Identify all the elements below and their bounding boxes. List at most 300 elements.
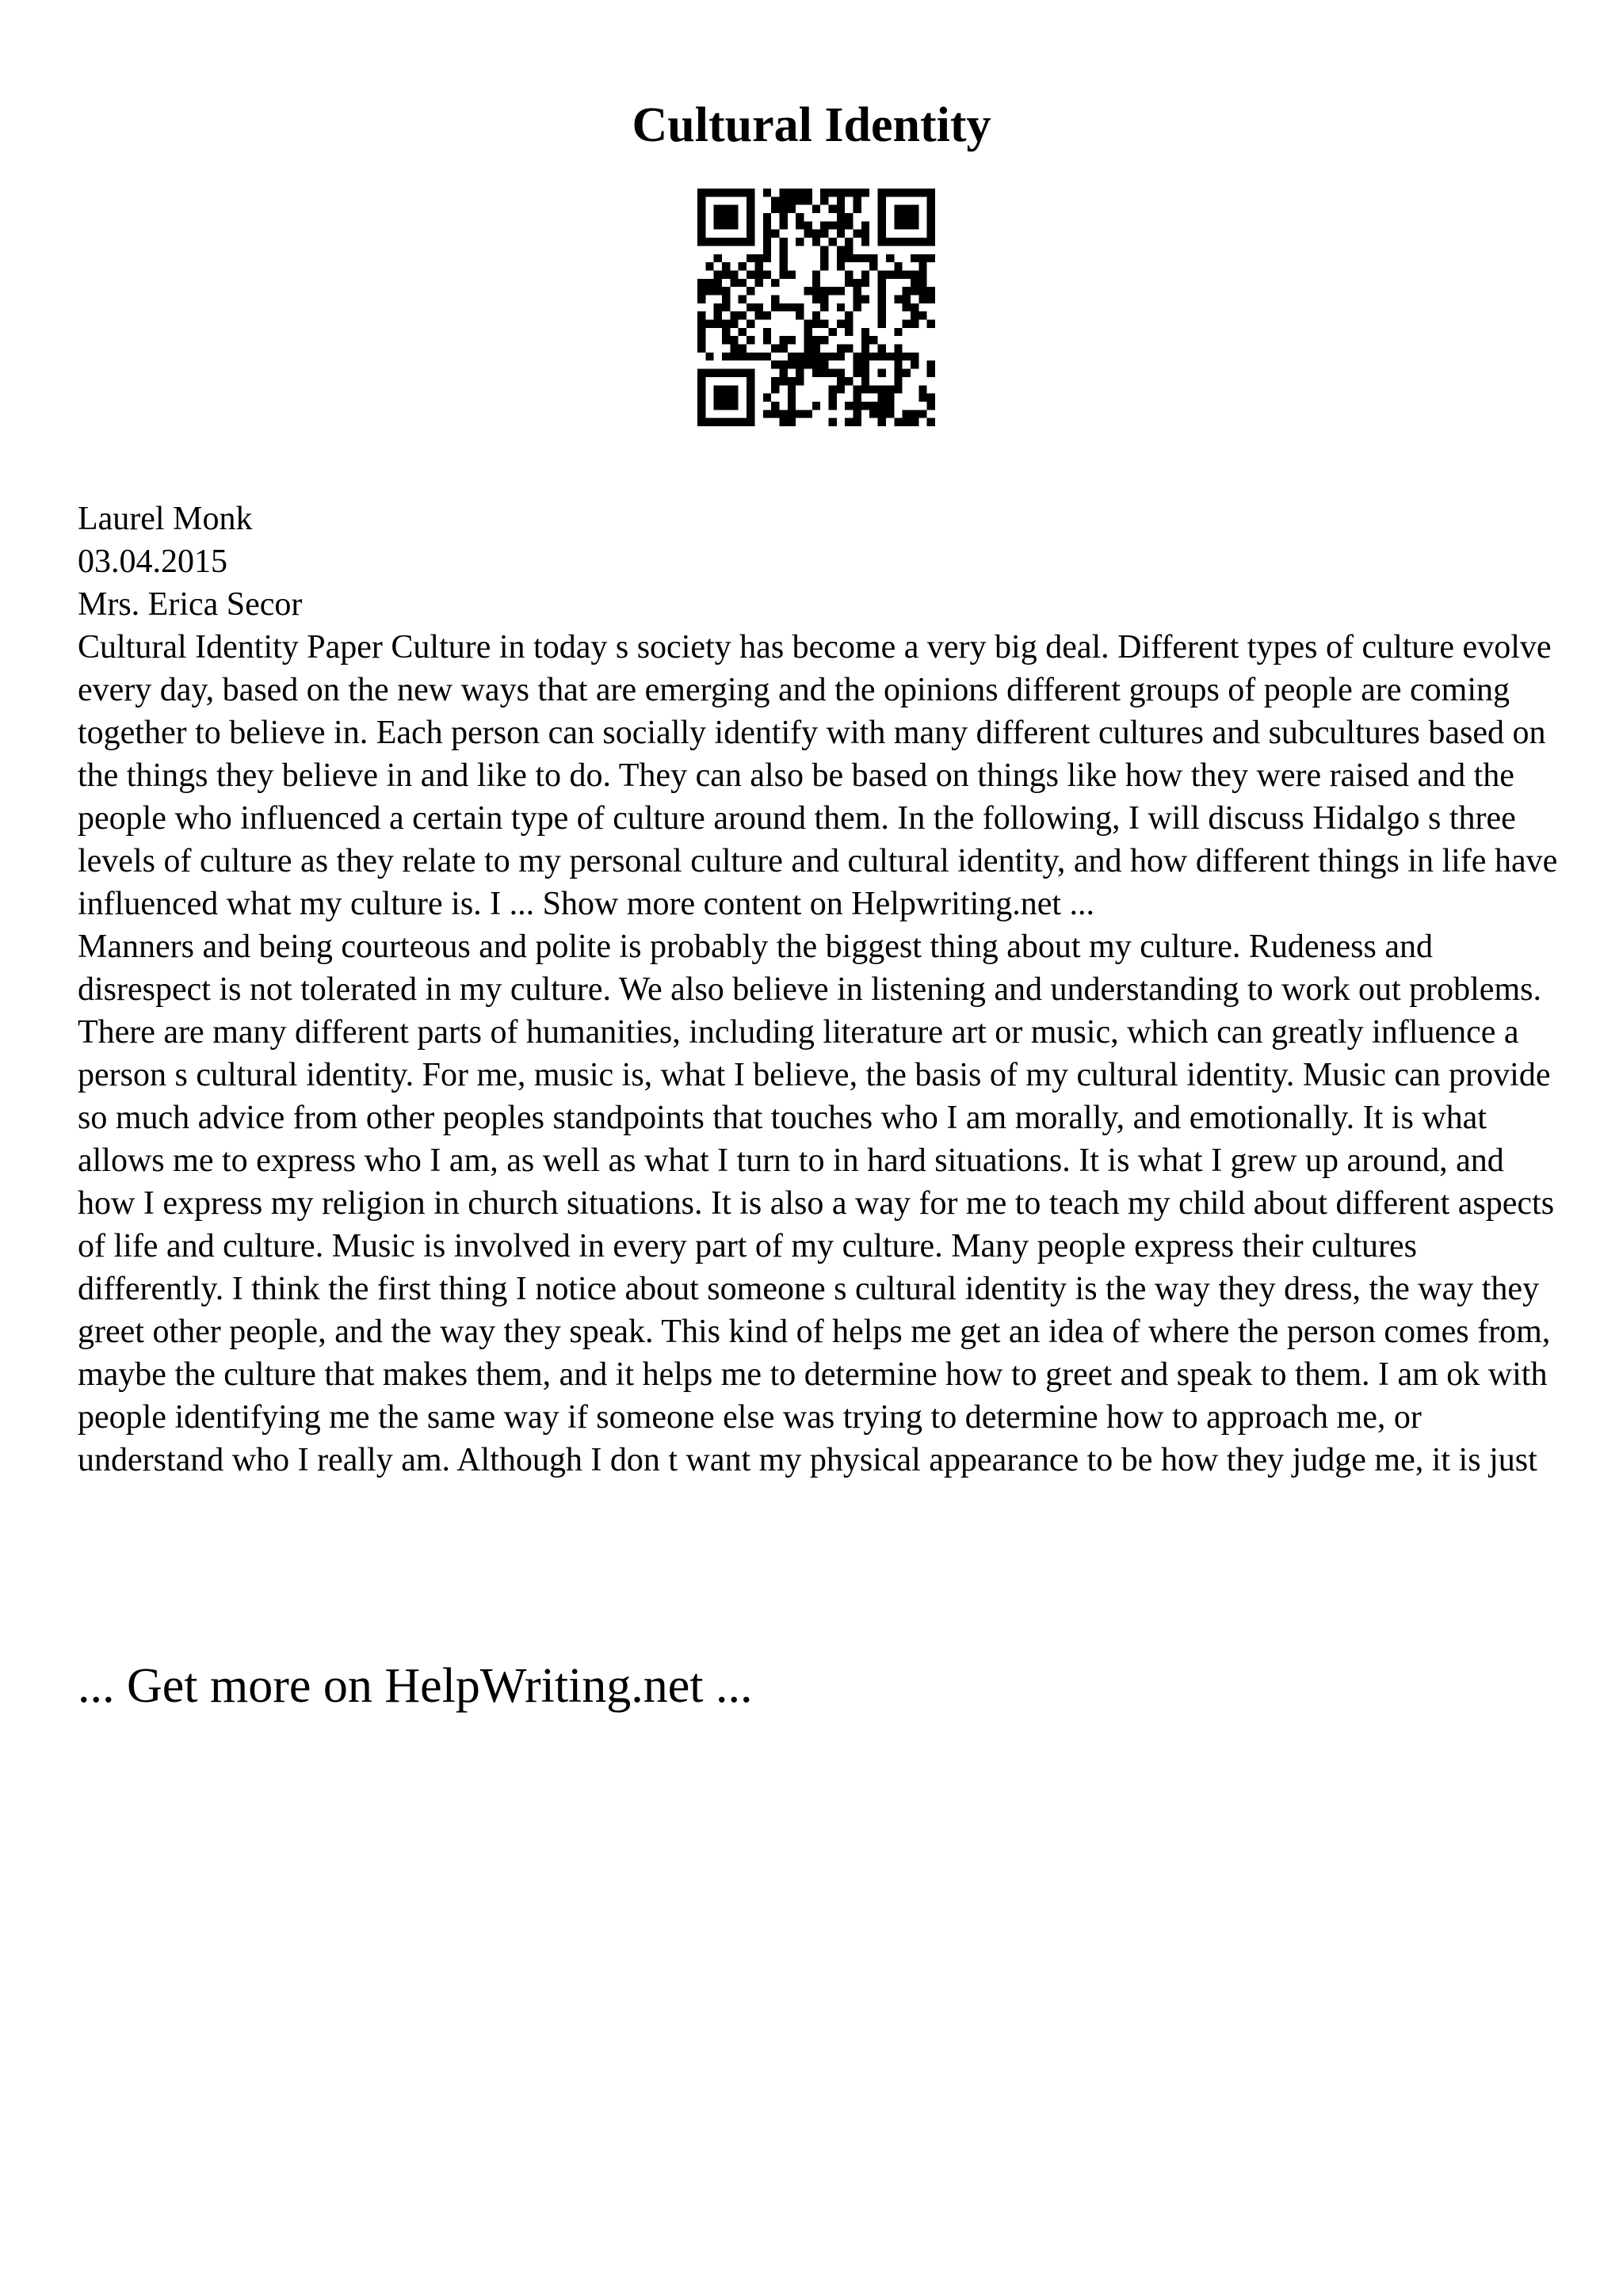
qr-module — [861, 345, 869, 353]
qr-module — [779, 205, 787, 213]
qr-module — [894, 238, 902, 246]
qr-module — [747, 377, 754, 385]
qr-module — [894, 377, 902, 385]
qr-code-icon[interactable] — [697, 189, 935, 426]
qr-module — [927, 360, 935, 368]
qr-module — [903, 369, 911, 377]
qr-module — [903, 320, 911, 328]
qr-module — [829, 328, 837, 336]
qr-module — [845, 345, 853, 353]
qr-module — [705, 189, 713, 196]
qr-module — [747, 205, 754, 213]
qr-module — [730, 385, 738, 393]
qr-module — [911, 213, 918, 221]
qr-module — [894, 189, 902, 196]
qr-module — [804, 328, 812, 336]
qr-module — [829, 402, 837, 410]
qr-module — [804, 230, 812, 238]
qr-module — [697, 385, 705, 393]
qr-module — [845, 213, 853, 221]
qr-module — [788, 418, 796, 426]
qr-module — [829, 221, 837, 229]
qr-module — [796, 360, 804, 368]
qr-module — [829, 385, 837, 393]
qr-module — [927, 402, 935, 410]
qr-module — [903, 205, 911, 213]
qr-module — [722, 295, 730, 303]
qr-module — [779, 213, 787, 221]
qr-module — [796, 238, 804, 246]
qr-module — [788, 205, 796, 213]
qr-module — [861, 295, 869, 303]
qr-module — [697, 189, 705, 196]
qr-module — [788, 394, 796, 402]
qr-module — [722, 238, 730, 246]
qr-module — [754, 279, 762, 287]
qr-module — [747, 353, 754, 360]
qr-module — [705, 279, 713, 287]
qr-module — [927, 213, 935, 221]
qr-module — [771, 410, 779, 418]
get-more-link[interactable]: ... Get more on HelpWriting.net ... — [78, 1659, 753, 1713]
instructor-name: Mrs. Erica Secor — [78, 586, 303, 623]
qr-module — [878, 189, 886, 196]
qr-module — [878, 303, 886, 311]
qr-module — [854, 360, 861, 368]
qr-module — [747, 221, 754, 229]
qr-module — [763, 353, 771, 360]
qr-module — [812, 360, 820, 368]
qr-module — [739, 328, 747, 336]
qr-module — [845, 377, 853, 385]
qr-module — [837, 230, 845, 238]
qr-module — [886, 353, 894, 360]
qr-module — [886, 238, 894, 246]
qr-module — [739, 295, 747, 303]
qr-module — [854, 418, 861, 426]
qr-module — [845, 221, 853, 229]
qr-module — [878, 287, 886, 295]
qr-module — [804, 189, 812, 196]
qr-module — [697, 238, 705, 246]
qr-module — [918, 262, 926, 270]
qr-module — [812, 369, 820, 377]
qr-module — [796, 369, 804, 377]
qr-module — [911, 303, 918, 311]
qr-module — [894, 295, 902, 303]
qr-module — [854, 254, 861, 262]
qr-module — [894, 328, 902, 336]
qr-module — [894, 270, 902, 278]
author-name: Laurel Monk — [78, 501, 253, 537]
qr-module — [911, 410, 918, 418]
qr-module — [878, 394, 886, 402]
qr-module — [837, 377, 845, 385]
qr-module — [845, 279, 853, 287]
qr-module — [771, 205, 779, 213]
paragraph-main: Manners and being courteous and polite is probably the biggest thing about my culture. Rudeness and disrespect is not tolerated in my culture. We also believe in listening and understanding to work out problems. There are many different parts of humanities, including literature art or music, which can greatly influence a person s cultural identity. For me, music is, what I believe, the basis of my cultural identity. Music can provide so much advice from other peoples standpoints that touches who I am morally, and emotionally. It is what allows me to express who I am, as well as what I turn to in hard situations. It is what I grew up around, and how I express my religion in church situations. It is also a way for me to teach my child about different aspects of life and culture. Music is involved in every part of my culture. Many people express their cultures differently. I think the first thing I notice about someone s cultural identity is the way they dress, the way they greet other people, and the way they speak. This kind of helps me get an idea of where the person comes from, maybe the culture that makes them, and it helps me to determine how to greet and speak to them. I am ok with people identifying me the same way if someone else was trying to determine how to approach me, or understand who I really am. Although I don t want my physical appearance to be how they judge me, it is just — [78, 929, 1555, 1478]
qr-module — [754, 303, 762, 311]
qr-module — [705, 287, 713, 295]
qr-module — [771, 279, 779, 287]
qr-module — [820, 295, 828, 303]
qr-module — [714, 402, 722, 410]
qr-module — [779, 254, 787, 262]
qr-code-graphic — [697, 189, 935, 426]
qr-module — [927, 221, 935, 229]
qr-module — [722, 320, 730, 328]
qr-module — [903, 213, 911, 221]
qr-module — [894, 418, 902, 426]
qr-module — [714, 303, 722, 311]
qr-module — [837, 254, 845, 262]
qr-module — [918, 254, 926, 262]
qr-module — [911, 353, 918, 360]
qr-module — [788, 410, 796, 418]
qr-module — [861, 238, 869, 246]
qr-module — [730, 311, 738, 319]
qr-module — [730, 279, 738, 287]
qr-module — [878, 205, 886, 213]
qr-module — [903, 221, 911, 229]
qr-module — [697, 369, 705, 377]
qr-module — [878, 311, 886, 319]
qr-module — [878, 410, 886, 418]
qr-module — [771, 402, 779, 410]
qr-module — [730, 402, 738, 410]
qr-module — [747, 196, 754, 204]
qr-module — [820, 189, 828, 196]
qr-module — [788, 402, 796, 410]
qr-module — [697, 205, 705, 213]
qr-module — [911, 279, 918, 287]
qr-module — [812, 205, 820, 213]
qr-module — [747, 287, 754, 295]
qr-module — [763, 189, 771, 196]
qr-module — [927, 254, 935, 262]
qr-module — [911, 238, 918, 246]
qr-module — [804, 353, 812, 360]
qr-module — [771, 377, 779, 385]
qr-module — [730, 394, 738, 402]
qr-module — [705, 262, 713, 270]
qr-module — [878, 230, 886, 238]
qr-module — [861, 336, 869, 344]
qr-module — [903, 303, 911, 311]
qr-module — [763, 410, 771, 418]
qr-module — [894, 205, 902, 213]
qr-module — [837, 196, 845, 204]
qr-module — [820, 336, 828, 344]
qr-module — [845, 320, 853, 328]
qr-module — [886, 254, 894, 262]
document-meta — [78, 498, 1568, 626]
paragraph-intro: Cultural Identity Paper Culture in today s society has become a very big deal. Different types of culture evolve every day, based on the new ways that are emerging and the opinions different groups of people are coming together to believe in. Each person can socially identify with many different cultures and subcultures based on the things they believe in and like to do. They can also be based on things like how they were raised and the people who influenced a certain type of culture around them. In the following, I will discuss Hidalgo s three levels of culture as they relate to my personal culture and cultural identity, and how different things in life have influenced what my culture is. I ... Show more content on Helpwriting.net ... — [78, 629, 1558, 922]
qr-module — [714, 189, 722, 196]
qr-module — [812, 402, 820, 410]
qr-module — [820, 230, 828, 238]
qr-module — [927, 369, 935, 377]
qr-module — [697, 196, 705, 204]
qr-module — [911, 287, 918, 295]
qr-module — [878, 320, 886, 328]
qr-module — [722, 303, 730, 311]
qr-module — [820, 196, 828, 204]
qr-module — [714, 369, 722, 377]
qr-module — [927, 287, 935, 295]
qr-module — [779, 369, 787, 377]
qr-module — [722, 205, 730, 213]
qr-module — [918, 295, 926, 303]
qr-module — [788, 196, 796, 204]
qr-module — [861, 328, 869, 336]
qr-module — [812, 287, 820, 295]
qr-module — [861, 254, 869, 262]
qr-module — [927, 189, 935, 196]
qr-module — [722, 221, 730, 229]
qr-module — [730, 345, 738, 353]
qr-module — [739, 262, 747, 270]
qr-module — [820, 262, 828, 270]
qr-module — [894, 345, 902, 353]
qr-module — [804, 336, 812, 344]
qr-module — [812, 345, 820, 353]
qr-module — [788, 360, 796, 368]
qr-module — [837, 320, 845, 328]
qr-module — [812, 336, 820, 344]
qr-module — [771, 295, 779, 303]
qr-module — [771, 303, 779, 311]
qr-module — [903, 238, 911, 246]
qr-module — [845, 402, 853, 410]
qr-module — [796, 189, 804, 196]
qr-module — [829, 287, 837, 295]
qr-module — [820, 320, 828, 328]
qr-module — [730, 418, 738, 426]
qr-module — [697, 279, 705, 287]
qr-module — [747, 303, 754, 311]
qr-module — [697, 328, 705, 336]
qr-module — [722, 262, 730, 270]
qr-module — [837, 213, 845, 221]
qr-module — [705, 369, 713, 377]
qr-module — [854, 205, 861, 213]
qr-module — [869, 336, 877, 344]
qr-module — [722, 287, 730, 295]
qr-module — [911, 205, 918, 213]
qr-module — [837, 205, 845, 213]
qr-module — [722, 189, 730, 196]
qr-module — [903, 295, 911, 303]
qr-module — [788, 377, 796, 385]
qr-module — [763, 328, 771, 336]
qr-module — [722, 394, 730, 402]
qr-module — [779, 270, 787, 278]
qr-module — [730, 320, 738, 328]
qr-module — [722, 353, 730, 360]
qr-module — [861, 279, 869, 287]
qr-module — [918, 238, 926, 246]
qr-module — [869, 254, 877, 262]
qr-module — [754, 262, 762, 270]
qr-module — [829, 238, 837, 246]
qr-module — [829, 205, 837, 213]
qr-module — [796, 311, 804, 319]
qr-module — [697, 295, 705, 303]
qr-module — [861, 360, 869, 368]
qr-module — [861, 385, 869, 393]
qr-module — [903, 410, 911, 418]
qr-module — [878, 402, 886, 410]
qr-module — [747, 213, 754, 221]
qr-module — [820, 287, 828, 295]
qr-module — [869, 262, 877, 270]
qr-module — [820, 221, 828, 229]
qr-module — [878, 345, 886, 353]
qr-module — [739, 238, 747, 246]
qr-module — [730, 353, 738, 360]
qr-module — [878, 270, 886, 278]
qr-module — [739, 279, 747, 287]
qr-module — [861, 369, 869, 377]
qr-module — [779, 221, 787, 229]
qr-module — [705, 320, 713, 328]
qr-module — [812, 238, 820, 246]
qr-module — [886, 385, 894, 393]
qr-module — [747, 385, 754, 393]
qr-module — [754, 254, 762, 262]
qr-module — [927, 230, 935, 238]
qr-module — [918, 311, 926, 319]
qr-module — [714, 205, 722, 213]
qr-module — [779, 345, 787, 353]
qr-module — [763, 311, 771, 319]
qr-module — [829, 369, 837, 377]
qr-module — [845, 246, 853, 254]
qr-module — [714, 394, 722, 402]
qr-module — [779, 196, 787, 204]
qr-module — [918, 189, 926, 196]
qr-module — [812, 320, 820, 328]
qr-module — [861, 189, 869, 196]
document-title: Cultural Identity — [632, 98, 991, 152]
qr-module — [894, 369, 902, 377]
qr-module — [861, 270, 869, 278]
qr-module — [911, 270, 918, 278]
qr-module — [747, 369, 754, 377]
qr-module — [829, 353, 837, 360]
qr-module — [927, 205, 935, 213]
qr-module — [854, 385, 861, 393]
qr-module — [722, 336, 730, 344]
qr-module — [722, 270, 730, 278]
qr-module — [796, 213, 804, 221]
qr-module — [845, 270, 853, 278]
qr-module — [754, 270, 762, 278]
qr-module — [894, 360, 902, 368]
qr-module — [714, 311, 722, 319]
qr-module — [714, 385, 722, 393]
qr-module — [747, 320, 754, 328]
qr-module — [845, 238, 853, 246]
qr-module — [894, 221, 902, 229]
qr-module — [820, 369, 828, 377]
qr-module — [854, 402, 861, 410]
qr-module — [697, 221, 705, 229]
qr-module — [739, 369, 747, 377]
qr-module — [730, 270, 738, 278]
qr-module — [771, 196, 779, 204]
qr-module — [837, 221, 845, 229]
qr-module — [829, 394, 837, 402]
qr-module — [878, 418, 886, 426]
qr-module — [903, 353, 911, 360]
qr-module — [697, 311, 705, 319]
qr-module — [854, 353, 861, 360]
qr-module — [829, 418, 837, 426]
qr-module — [911, 254, 918, 262]
qr-module — [730, 205, 738, 213]
qr-module — [820, 303, 828, 311]
qr-module — [878, 353, 886, 360]
qr-module — [837, 353, 845, 360]
qr-module — [714, 213, 722, 221]
qr-module — [911, 360, 918, 368]
qr-module — [788, 303, 796, 311]
qr-module — [730, 369, 738, 377]
qr-module — [878, 279, 886, 287]
qr-module — [747, 189, 754, 196]
qr-module — [722, 418, 730, 426]
qr-module — [714, 238, 722, 246]
qr-module — [861, 402, 869, 410]
qr-module — [911, 418, 918, 426]
qr-module — [771, 230, 779, 238]
document-date: 03.04.2015 — [78, 543, 227, 580]
qr-module — [697, 418, 705, 426]
qr-module — [927, 394, 935, 402]
qr-module — [903, 287, 911, 295]
qr-module — [722, 402, 730, 410]
qr-module — [854, 230, 861, 238]
qr-module — [779, 418, 787, 426]
qr-module — [771, 345, 779, 353]
qr-module — [911, 221, 918, 229]
qr-module — [788, 336, 796, 344]
qr-module — [763, 230, 771, 238]
qr-module — [804, 345, 812, 353]
qr-module — [763, 336, 771, 344]
qr-module — [886, 410, 894, 418]
qr-module — [730, 336, 738, 344]
qr-module — [837, 189, 845, 196]
qr-module — [837, 303, 845, 311]
qr-module — [739, 353, 747, 360]
qr-module — [779, 360, 787, 368]
qr-module — [894, 213, 902, 221]
qr-module — [779, 262, 787, 270]
qr-module — [927, 196, 935, 204]
qr-module — [779, 303, 787, 311]
qr-module — [903, 418, 911, 426]
qr-module — [779, 238, 787, 246]
qr-module — [697, 394, 705, 402]
qr-module — [878, 196, 886, 204]
qr-module — [771, 360, 779, 368]
qr-module — [796, 377, 804, 385]
qr-module — [796, 196, 804, 204]
qr-module — [697, 336, 705, 344]
